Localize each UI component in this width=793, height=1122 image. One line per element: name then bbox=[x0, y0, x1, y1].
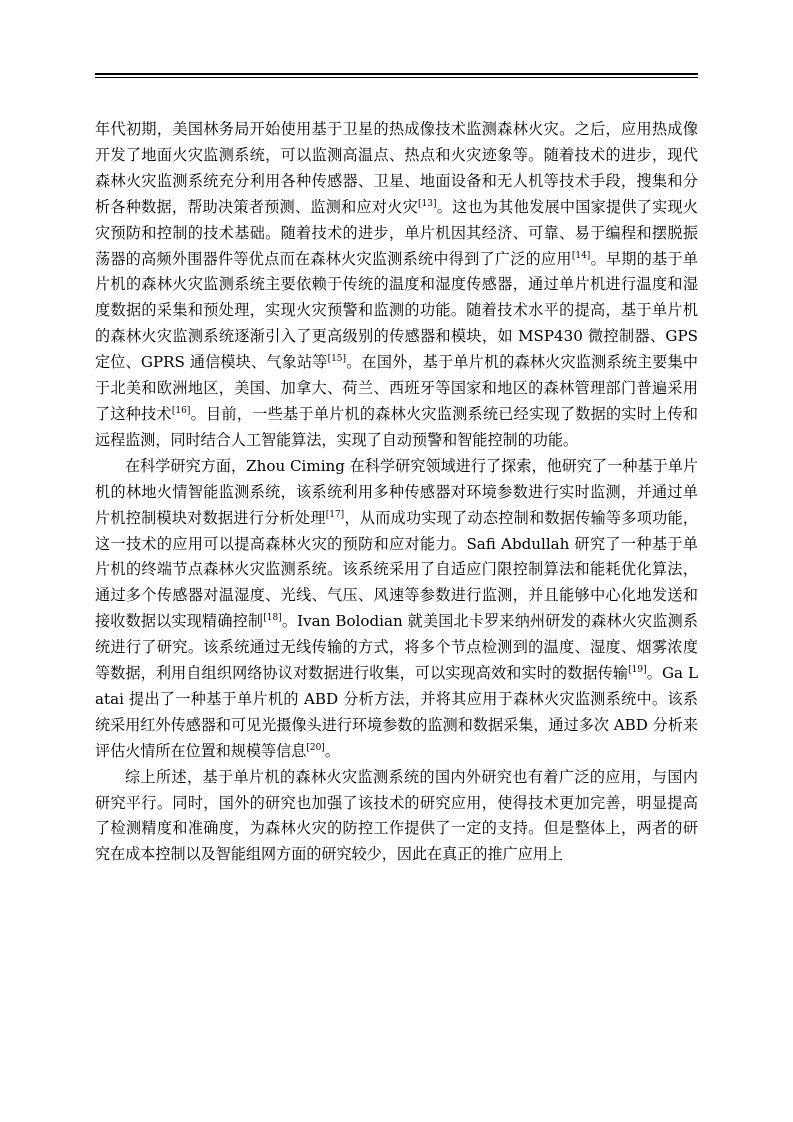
paragraph-text: 。目前，一些基于单片机的森林火灾监测系统已经实现了数据的实时上传和远程监测，同时结合人工智能算法，实现了自动预警和智能控制的功能。 bbox=[95, 404, 698, 449]
citation-ref: [19] bbox=[628, 665, 647, 675]
paragraph-text: 。这也为其他发展中国家提供了实现火灾预防和控制的技术基础。随着技术的进步，单片机因其经济、可靠、易于编程和摆脱振荡器的高频外围器件等优点而在森林火灾监测系统中得到了广泛的应用 bbox=[95, 197, 698, 268]
citation-ref: [20] bbox=[306, 742, 325, 753]
paragraph-text: 。Ga Latai 提出了一种基于单片机的 ABD 分析方法，并将其应用于森林火灾监测系统中。该系统采用红外传感器和可见光摄像头进行环境参数的监测和数据采集，通过多次 ABD 分析来评估火情所在位置和规模等信息 bbox=[95, 664, 698, 760]
paragraph bbox=[95, 454, 698, 765]
citation-ref: [14] bbox=[571, 250, 591, 261]
paragraph-text: 年代初期，美国林务局开始使用基于卫星的热成像技术监测森林火灾。之后，应用热成像开发了地面火灾监测系统，可以监测高温点、热点和火灾迹象等。随着技术的进步，现代森林火灾监测系统充分利用各种传感器、卫星、地面设备和无人机等技术手段，搜集和分析各种数据，帮助决策者预测、监测和应对火灾 bbox=[95, 120, 698, 216]
paragraph-text: 。 bbox=[324, 741, 340, 760]
header-rule-thick bbox=[95, 73, 698, 75]
citation-ref: [13] bbox=[418, 198, 437, 209]
citation-ref: [16] bbox=[171, 405, 191, 416]
citation-ref: [17] bbox=[325, 509, 345, 520]
page-body bbox=[95, 117, 698, 868]
header-rule-thin bbox=[95, 77, 698, 78]
paragraph-text: 综上所述，基于单片机的森林火灾监测系统的国内外研究也有着广泛的应用，与国内研究平行。同时，国外的研究也加强了该技术的研究应用，使得技术更加完善，明显提高了检测精度和准确度，为森林火灾的防控工作提供了一定的支持。但是整体上，两者的研究在成本控制以及智能组网方面的研究较少，因此在真正的推广应用上 bbox=[95, 767, 698, 864]
citation-ref: [15] bbox=[327, 354, 347, 365]
paragraph bbox=[95, 765, 698, 869]
paragraph bbox=[95, 117, 698, 454]
citation-ref: [18] bbox=[263, 613, 282, 624]
paragraph-text: 。在国外，基于单片机的森林火灾监测系统主要集中于北美和欧洲地区，美国、加拿大、荷兰、西班牙等国家和地区的森林管理部门普遍采用了这种技术 bbox=[95, 353, 698, 423]
paragraph-text: 。Ivan Bolodian 就美国北卡罗来纳州研发的森林火灾监测系统进行了研究。该系统通过无线传输的方式，将多个节点检测到的温度、湿度、烟雾浓度等数据，利用自组织网络协议对数据进行收集，可以实现高效和实时的数据传输 bbox=[95, 612, 698, 683]
paragraph-text: 。早期的基于单片机的森林火灾监测系统主要依赖于传统的温度和湿度传感器，通过单片机进行温度和湿度数据的采集和预处理，实现火灾预警和监测的功能。随着技术水平的提高，基于单片机的森林火灾监测系统逐渐引入了更高级别的传感器和模块，如 MSP430 微控制器、GPS 定位、GPRS 通信模块、气象站等 bbox=[95, 249, 698, 372]
paragraph-text: ，从而成功实现了动态控制和数据传输等多项功能，这一技术的应用可以提高森林火灾的预防和应对能力。Safi Abdullah 研究了一种基于单片机的终端节点森林火灾监测系统。该系统采用了自适应门限控制算法和能耗优化算法，通过多个传感器对温湿度、光线、气压、风速等参数进行监测，并且能够中心化地发送和接收数据以实现精确控制 bbox=[95, 508, 698, 631]
header-rule bbox=[95, 73, 698, 80]
paragraph-text: 在科学研究方面，Zhou Ciming 在科学研究领域进行了探索，他研究了一种基于单片机的林地火情智能监测系统，该系统利用多种传感器对环境参数进行实时监测，并通过单片机控制模块对数据进行分析处理 bbox=[95, 456, 698, 527]
